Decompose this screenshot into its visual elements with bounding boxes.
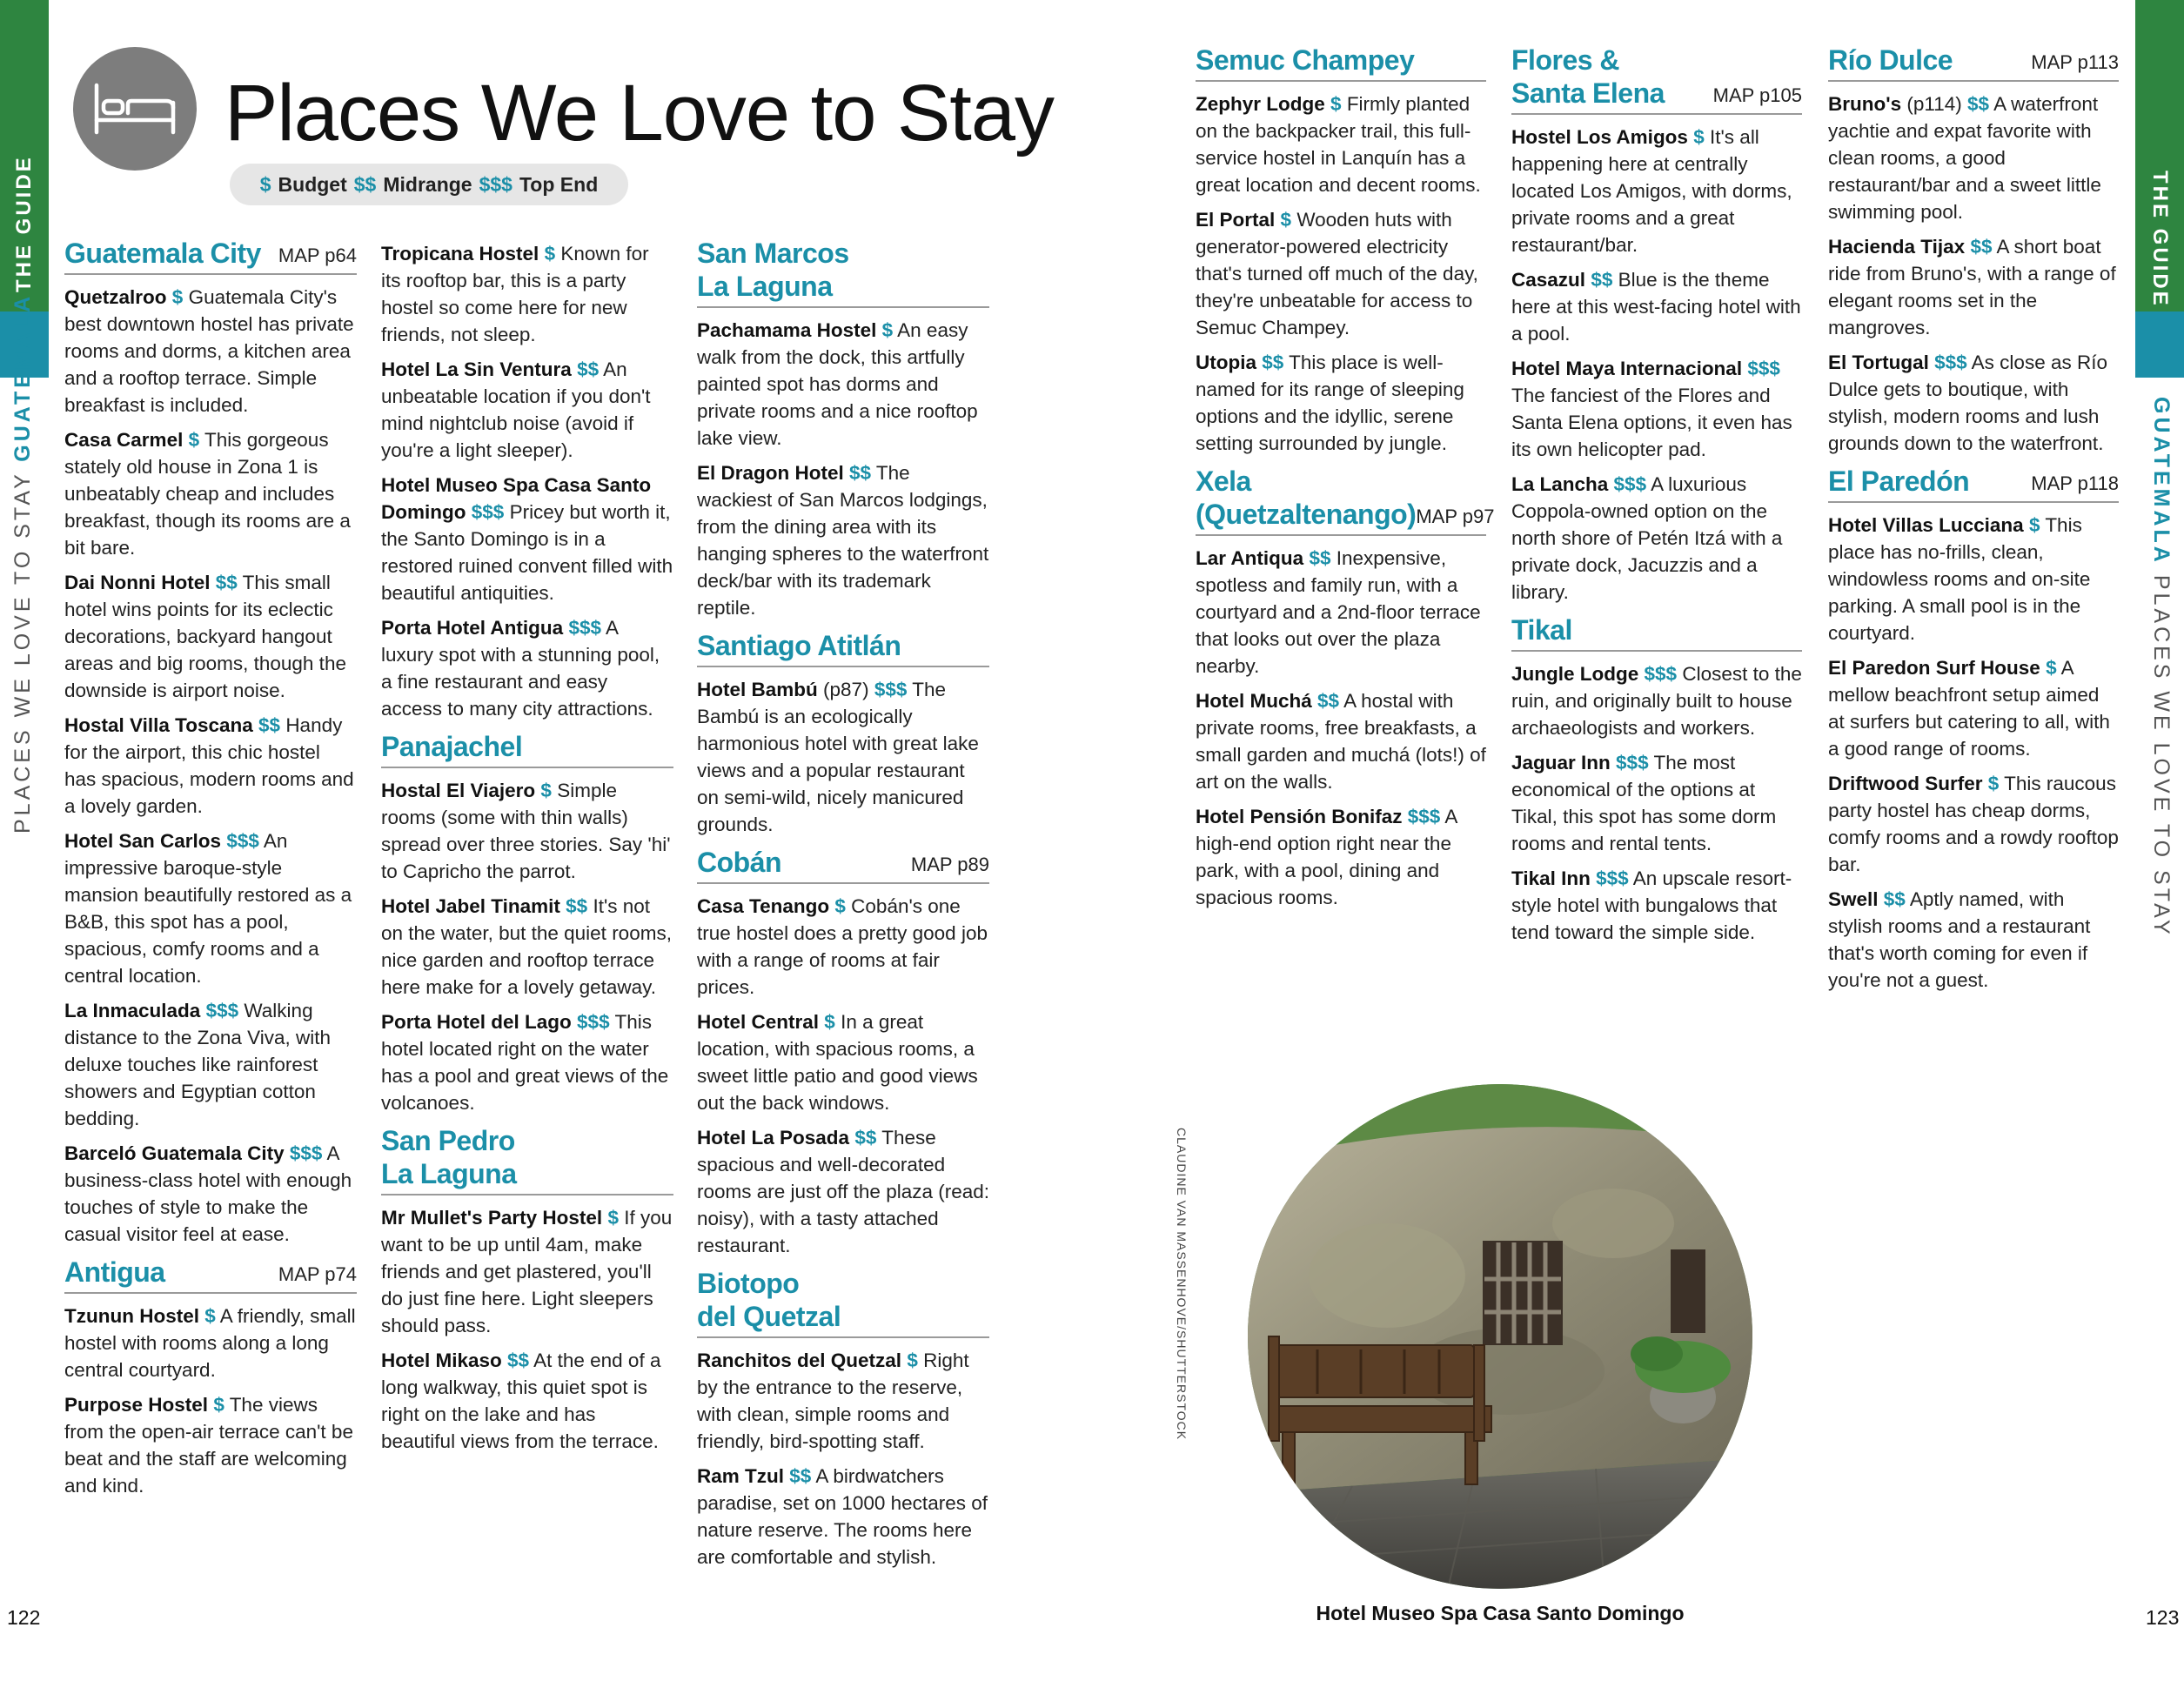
region-title	[1828, 465, 1969, 498]
price-rating: $$$	[568, 617, 601, 639]
hotel-name: El Tortugal	[1828, 352, 1929, 373]
price-rating: $$$	[577, 1011, 610, 1033]
hotel-entry	[1828, 90, 2119, 225]
hotel-description: In a great location, with spacious rooms, a sweet little patio and good views out the back windows.	[697, 1011, 978, 1114]
hotel-description: Handy for the airport, this chic hostel has spacious, modern rooms and a lovely garden.	[64, 714, 354, 817]
hotel-name: Tzunun Hostel	[64, 1305, 199, 1327]
price-rating: $$	[215, 572, 238, 593]
price-rating: $$	[1883, 888, 1906, 910]
price-rating: $	[171, 286, 184, 308]
hotel-description: An upscale resort-style hotel with bungalows that tend toward the simple side.	[1511, 867, 1792, 943]
region-section	[1511, 613, 1802, 946]
hotel-name: Hotel Villas Lucciana	[1828, 514, 2024, 536]
hotel-name: Tropicana Hostel	[381, 243, 539, 265]
price-rating: $	[881, 319, 894, 341]
map-reference: MAP p74	[278, 1263, 357, 1285]
region-title	[697, 1267, 841, 1333]
running-head-right-country: GUATEMALA	[2149, 397, 2174, 566]
region-title-line: Biotopo	[697, 1268, 800, 1299]
region-title	[1196, 465, 1416, 531]
hotel-name: Hotel La Sin Ventura	[381, 358, 572, 380]
page-number-left: 122	[7, 1606, 41, 1629]
price-rating: $$$	[1613, 473, 1647, 495]
hotel-entry	[1511, 471, 1802, 606]
hotel-description: This raucous party hostel has cheap dorms, comfy rooms and a rowdy rooftop bar.	[1828, 773, 2119, 875]
price-rating: $$	[1317, 690, 1340, 712]
hotel-entry	[697, 1008, 989, 1116]
price-rating: $$	[507, 1349, 530, 1371]
region-header	[1511, 613, 1802, 652]
hotel-entry	[1196, 545, 1486, 680]
hotel-name: Porta Hotel Antigua	[381, 617, 564, 639]
hotel-description: Closest to the ruin, and originally built to house archaeologists and workers.	[1511, 663, 1802, 739]
running-head-left-country: GUATEMALA	[10, 292, 35, 462]
region-title-line: Río Dulce	[1828, 44, 1953, 76]
hotel-entry	[381, 1008, 673, 1116]
price-rating: $	[2046, 657, 2057, 679]
price-rating: $$	[1970, 236, 1993, 258]
region-header	[64, 1256, 357, 1294]
price-rating: $$	[1262, 352, 1284, 373]
hotel-description: A luxury spot with a stunning pool, a fine restaurant and easy access to many city attractions.	[381, 617, 660, 720]
hotel-description: An impressive baroque-style mansion beautifully restored as a B&B, this spot has a pool, spacious, comfy rooms and a central location.	[64, 830, 352, 987]
hotel-description: A waterfront yachtie and expat favorite with clean rooms, a good restaurant/bar and a sweet little swimming pool.	[1828, 93, 2101, 223]
price-rating: $$	[566, 895, 588, 917]
column-5	[1511, 44, 1802, 954]
hotel-name: Hostal Villa Toscana	[64, 714, 253, 736]
hotel-name: Ranchitos del Quetzal	[697, 1349, 902, 1371]
region-title-line: La Laguna	[697, 271, 833, 302]
hotel-description: This place has no-frills, clean, windowless rooms and on-site parking. A small pool is in the courtyard.	[1828, 514, 2091, 644]
hotel-description: A hostal with private rooms, free breakfasts, a small garden and muchá (lots!) of art on the walls.	[1196, 690, 1486, 793]
hotel-description: A friendly, small hostel with rooms along a long central courtyard.	[64, 1305, 356, 1381]
region-title	[381, 1124, 517, 1190]
hotel-description: A business-class hotel with enough touches of style to make the casual visitor feel at ease.	[64, 1142, 352, 1245]
hotel-description: This small hotel wins points for its eclectic decorations, backyard hangout areas and big rooms, though the downside is airport noise.	[64, 572, 346, 701]
price-rating: $$$	[289, 1142, 323, 1164]
hotel-entry	[381, 614, 673, 722]
hotel-entry	[64, 997, 357, 1132]
region-title	[1511, 613, 1572, 646]
hotel-description: This hotel located right on the water has a pool and great views of the volcanoes.	[381, 1011, 669, 1114]
hotel-name: El Portal	[1196, 209, 1276, 231]
hotel-description: A high-end option right near the park, with a pool, dining and spacious rooms.	[1196, 806, 1457, 908]
hotel-name: Hotel Mikaso	[381, 1349, 502, 1371]
price-rating: $	[1330, 93, 1342, 115]
price-rating: $	[213, 1394, 224, 1416]
price-rating: $$	[849, 462, 872, 484]
hotel-entry	[64, 1303, 357, 1383]
region-title-line: San Pedro	[381, 1125, 515, 1156]
hotel-description: The wackiest of San Marcos lodgings, from the dining area with its hanging spheres to the waterfront deck/bar with its trademark reptile.	[697, 462, 989, 619]
hotel-description: It's not on the water, but the quiet rooms, nice garden and rooftop terrace here make for a lovely getaway.	[381, 895, 672, 998]
region-section	[1196, 465, 1495, 911]
hotel-description: Walking distance to the Zona Viva, with deluxe touches like rainforest showers and Egyptian cotton bedding.	[64, 1000, 332, 1129]
hotel-entry	[64, 1140, 357, 1248]
price-rating: $	[204, 1305, 216, 1327]
price-rating: $$	[789, 1465, 812, 1487]
hotel-entry	[381, 1347, 673, 1455]
region-section	[1196, 44, 1486, 457]
hotel-entry	[1511, 266, 1802, 347]
map-reference: MAP p64	[278, 244, 357, 266]
legend-price-symbol: $	[259, 172, 271, 196]
hotel-entry	[697, 1347, 989, 1455]
legend-price-label: Midrange	[383, 172, 472, 196]
hotel-entry	[1828, 512, 2119, 646]
hotel-name: Hotel Muchá	[1196, 690, 1312, 712]
region-title	[1196, 44, 1414, 77]
hotel-entry	[1511, 660, 1802, 741]
region-title	[697, 237, 849, 303]
region-section	[64, 237, 357, 1248]
hotel-name: Pachamama Hostel	[697, 319, 877, 341]
price-rating: $$	[258, 714, 281, 736]
hotel-description: Inexpensive, spotless and family run, with a courtyard and a 2nd-floor terrace that looks out over the plaza nearby.	[1196, 547, 1481, 677]
hotel-description: Aptly named, with stylish rooms and a restaurant that's worth coming for even if you're not a guest.	[1828, 888, 2091, 991]
region-title	[64, 237, 261, 270]
price-rating: $$$	[1747, 358, 1780, 379]
region-title-line: Guatemala City	[64, 238, 261, 269]
price-rating: $$$	[874, 679, 908, 700]
region-section	[1511, 44, 1802, 606]
page-reference: (p87)	[823, 679, 869, 700]
hotel-name: Hostel Los Amigos	[1511, 126, 1688, 148]
region-section	[381, 1124, 673, 1455]
price-rating: $$	[577, 358, 600, 380]
column-4	[1196, 44, 1495, 919]
hotel-entry	[1828, 654, 2119, 762]
region-section	[381, 730, 673, 1116]
region-title	[697, 629, 901, 662]
legend-price-label: Top End	[519, 172, 599, 196]
price-rating: $$	[854, 1127, 877, 1149]
hotel-description: Firmly planted on the backpacker trail, this full-service hostel in Lanquín has a great location and decent rooms.	[1196, 93, 1481, 196]
hotel-entry	[381, 777, 673, 885]
hotel-entry	[1196, 687, 1486, 795]
hotel-entry	[381, 472, 673, 606]
region-header	[381, 1124, 673, 1195]
price-rating: $	[188, 429, 200, 451]
price-rating: $	[907, 1349, 918, 1371]
hotel-entry	[1511, 749, 1802, 857]
map-reference: MAP p97	[1416, 506, 1495, 527]
page-title: Places We Love to Stay	[224, 69, 1055, 157]
hotel-description: It's all happening here at centrally located Los Amigos, with dorms, private rooms and a great restaurant/bar.	[1511, 126, 1792, 256]
region-section	[697, 846, 989, 1259]
hotel-name: Hostal El Viajero	[381, 780, 536, 801]
bed-icon	[73, 47, 197, 171]
hotel-description: The fanciest of the Flores and Santa Elena options, it even has its own helicopter pad.	[1511, 385, 1792, 460]
hotel-entry	[1196, 349, 1486, 457]
region-title-line: (Quetzaltenango)	[1196, 499, 1417, 530]
hotel-name: Jaguar Inn	[1511, 752, 1611, 774]
hotel-name: Porta Hotel del Lago	[381, 1011, 572, 1033]
hotel-description: Wooden huts with generator-powered electricity that's turned off much of the day, they're unbeatable for access to Semuc Champey.	[1196, 209, 1478, 338]
hotel-name: Zephyr Lodge	[1196, 93, 1325, 115]
guide-tab-right-label: THE GUIDE	[2148, 171, 2172, 308]
hotel-description: The Bambú is an ecologically harmonious hotel with great lake views and a popular restaurant on semi-wild, nicely manicured grounds.	[697, 679, 979, 835]
region-title	[1828, 44, 1953, 77]
hotel-entry	[1196, 90, 1486, 198]
region-header	[1196, 44, 1486, 82]
column-3	[697, 237, 989, 1578]
hotel-name: Hotel Pensión Bonifaz	[1196, 806, 1403, 827]
hotel-name: Hacienda Tijax	[1828, 236, 1966, 258]
region-title	[697, 846, 781, 879]
hotel-name: Tikal Inn	[1511, 867, 1591, 889]
region-header	[697, 629, 989, 667]
hotel-description: Cobán's one true hostel does a pretty good job with a range of rooms at fair prices.	[697, 895, 988, 998]
hotel-entry	[64, 827, 357, 989]
hotel-entry	[697, 893, 989, 1001]
hotel-name: Bruno's	[1828, 93, 1902, 115]
hotel-name: Hotel Bambú	[697, 679, 818, 700]
hotel-description: This gorgeous stately old house in Zona 1 is unbeatably cheap and includes breakfast, though its rooms are a bit bare.	[64, 429, 351, 559]
hotel-entry	[697, 676, 989, 838]
hotel-entry	[64, 426, 357, 561]
region-title	[1511, 44, 1665, 110]
region-title-line: Cobán	[697, 847, 782, 878]
price-rating: $$	[1591, 269, 1613, 291]
hotel-description: An easy walk from the dock, this artfully painted spot has dorms and private rooms and a nice rooftop lake view.	[697, 319, 978, 449]
region-title-line: Santiago Atitlán	[697, 630, 901, 661]
region-header	[64, 237, 357, 275]
region-header	[697, 1267, 989, 1338]
hotel-name: Dai Nonni Hotel	[64, 572, 211, 593]
hotel-entry	[1511, 865, 1802, 946]
hotel-entry	[381, 240, 673, 348]
region-header	[381, 730, 673, 768]
hotel-description: Right by the entrance to the reserve, with clean, simple rooms and friendly, bird-spotting staff.	[697, 1349, 969, 1452]
hotel-description: A short boat ride from Bruno's, with a range of elegant rooms set in the mangroves.	[1828, 236, 2116, 338]
hotel-description: Blue is the theme here at this west-facing hotel with a pool.	[1511, 269, 1801, 345]
hotel-name: Utopia	[1196, 352, 1256, 373]
price-rating: $$$	[1407, 806, 1441, 827]
region-title-line: San Marcos	[697, 238, 849, 269]
hotel-name: Casa Tenango	[697, 895, 830, 917]
hotel-description: As close as Río Dulce gets to boutique, with stylish, modern rooms and lush grounds down to the waterfront.	[1828, 352, 2107, 454]
hotel-name: Casa Carmel	[64, 429, 184, 451]
hotel-description: An unbeatable location if you don't mind nightclub noise (avoid if you're a light sleeper).	[381, 358, 651, 461]
price-rating: $$	[1309, 547, 1331, 569]
hotel-name: Lar Antiqua	[1196, 547, 1304, 569]
hotel-description: The most economical of the options at Tikal, this spot has some dorm rooms and rental tents.	[1511, 752, 1777, 854]
hotel-entry	[1828, 886, 2119, 994]
hotel-description: A luxurious Coppola-owned option on the north shore of Petén Itzá with a private dock, Jacuzzis and a library.	[1511, 473, 1783, 603]
region-title-line: La Laguna	[381, 1158, 517, 1189]
hotel-entry	[1196, 206, 1486, 341]
running-head-right-section: PLACES WE LOVE TO STAY	[2149, 574, 2174, 938]
hotel-description: At the end of a long walkway, this quiet spot is right on the lake and has beautiful views from the terrace.	[381, 1349, 661, 1452]
price-rating: $$$	[471, 501, 505, 523]
price-rating: $	[607, 1207, 619, 1229]
hotel-name: Hotel Museo Spa Casa Santo Domingo	[381, 474, 652, 523]
map-reference: MAP p105	[1712, 84, 1802, 106]
hotel-entry	[1511, 124, 1802, 258]
running-head-left-section: PLACES WE LOVE TO STAY	[10, 471, 35, 834]
hotel-description: A birdwatchers paradise, set on 1000 hectares of nature reserve. The rooms here are comfortable and stylish.	[697, 1465, 988, 1568]
hotel-entry	[1828, 770, 2119, 878]
hotel-name: Hotel Central	[697, 1011, 820, 1033]
region-header	[1828, 465, 2119, 503]
hotel-name: Hotel Jabel Tinamit	[381, 895, 560, 917]
region-title-line: Semuc Champey	[1196, 44, 1415, 76]
price-rating: $	[1693, 126, 1705, 148]
hotel-name: La Inmaculada	[64, 1000, 201, 1021]
hotel-entry	[381, 1204, 673, 1339]
column-2	[381, 240, 673, 1463]
hotel-name: Purpose Hostel	[64, 1394, 209, 1416]
hotel-photo	[1248, 1084, 1752, 1589]
hotel-name: El Paredon Surf House	[1828, 657, 2040, 679]
hotel-entry	[697, 459, 989, 621]
hotel-entry	[1828, 233, 2119, 341]
column-6	[1828, 44, 2119, 1001]
hotel-name: Hotel La Posada	[697, 1127, 850, 1149]
hotel-description: A mellow beachfront setup aimed at surfers but catering to all, with a good range of rooms.	[1828, 657, 2110, 760]
region-section	[697, 237, 989, 621]
region-section	[697, 1267, 989, 1570]
region-title-line: del Quetzal	[697, 1301, 841, 1332]
region-title-line: Xela	[1196, 465, 1251, 497]
region-title	[381, 730, 522, 763]
region-section	[697, 629, 989, 838]
running-head-left	[10, 293, 36, 834]
hotel-name: Hotel Maya Internacional	[1511, 358, 1743, 379]
hotel-name: La Lancha	[1511, 473, 1609, 495]
legend-price-symbol: $$$	[479, 172, 513, 196]
price-rating: $$	[1967, 93, 1990, 115]
region-title-line: Santa Elena	[1511, 77, 1665, 109]
hotel-entry	[64, 569, 357, 704]
hotel-name: Hotel San Carlos	[64, 830, 222, 852]
region-title-line: El Paredón	[1828, 465, 1970, 497]
region-section	[1828, 44, 2119, 457]
hotel-entry	[64, 1391, 357, 1499]
hotel-description: Known for its rooftop bar, this is a party hostel so come here for new friends, not sleep.	[381, 243, 649, 345]
hotel-description: This place is well-named for its range of sleeping options and the idyllic, serene setting surrounded by jungle.	[1196, 352, 1464, 454]
price-rating: $	[834, 895, 846, 917]
hotel-name: Ram Tzul	[697, 1465, 785, 1487]
region-header	[1828, 44, 2119, 82]
hotel-name: El Dragon Hotel	[697, 462, 844, 484]
region-title-line: Flores &	[1511, 44, 1620, 76]
map-reference: MAP p113	[2031, 51, 2119, 73]
region-header	[697, 237, 989, 308]
hotel-entry	[1828, 349, 2119, 457]
price-rating: $$$	[1644, 663, 1678, 685]
region-header	[1196, 465, 1495, 536]
region-header	[1511, 44, 1802, 115]
price-rating: $	[2028, 514, 2040, 536]
column-1	[64, 237, 357, 1507]
region-section	[381, 240, 673, 722]
hotel-description: Simple rooms (some with thin walls) spread over three stories. Say 'hi' to Capricho the parrot.	[381, 780, 671, 882]
hotel-name: Mr Mullet's Party Hostel	[381, 1207, 603, 1229]
legend-price-label: Budget	[278, 172, 347, 196]
region-section	[1828, 465, 2119, 994]
hotel-description: Pricey but worth it, the Santo Domingo is in a restored ruined convent filled with beautiful antiquities.	[381, 501, 673, 604]
price-rating: $	[1280, 209, 1292, 231]
region-title	[64, 1256, 165, 1289]
legend-price-symbol: $$	[353, 172, 377, 196]
guide-tab-right-accent	[2135, 311, 2184, 378]
hotel-entry	[381, 356, 673, 464]
region-title-line: Antigua	[64, 1256, 165, 1288]
hotel-description: The views from the open-air terrace can't be beat and the staff are welcoming and kind.	[64, 1394, 353, 1497]
hotel-description: Guatemala City's best downtown hostel has private rooms and dorms, a kitchen area and a rooftop terrace. Simple breakfast is included.	[64, 286, 354, 416]
hotel-entry	[1511, 355, 1802, 463]
price-rating: $$$	[1596, 867, 1629, 889]
hotel-entry	[697, 1124, 989, 1259]
hotel-entry	[1196, 803, 1486, 911]
hotel-description: If you want to be up until 4am, make friends and get plastered, you'll do just fine here. Light sleepers should pass.	[381, 1207, 673, 1336]
page-reference: (p114)	[1906, 93, 1962, 115]
hotel-name: Driftwood Surfer	[1828, 773, 1983, 794]
region-title-line: Tikal	[1511, 614, 1572, 646]
price-rating: $	[540, 780, 552, 801]
hotel-entry	[697, 317, 989, 452]
guide-tab-left-label: THE GUIDE	[12, 155, 36, 292]
photo-credit: CLAUDINE VAN MASSENHOVE/SHUTTERSTOCK	[1175, 1128, 1189, 1441]
hotel-description: These spacious and well-decorated rooms are just off the plaza (read: noisy), with a tasty attached restaurant.	[697, 1127, 990, 1256]
hotel-name: Casazul	[1511, 269, 1586, 291]
price-rating: $	[824, 1011, 835, 1033]
price-rating: $$$	[226, 830, 259, 852]
hotel-name: Jungle Lodge	[1511, 663, 1639, 685]
running-head-right	[2148, 397, 2174, 938]
hotel-entry	[697, 1463, 989, 1570]
hotel-name: Quetzalroo	[64, 286, 167, 308]
hotel-entry	[381, 893, 673, 1001]
photo-caption: Hotel Museo Spa Casa Santo Domingo	[1316, 1602, 1685, 1624]
map-reference: MAP p89	[910, 854, 989, 875]
hotel-entry	[64, 284, 357, 419]
price-rating: $	[1987, 773, 2000, 794]
hotel-entry	[64, 712, 357, 820]
price-rating: $$$	[1616, 752, 1649, 774]
page-number-right: 123	[2146, 1606, 2180, 1629]
region-section	[64, 1256, 357, 1499]
map-reference: MAP p118	[2031, 472, 2119, 494]
hotel-name: Barceló Guatemala City	[64, 1142, 285, 1164]
price-rating: $$$	[205, 1000, 239, 1021]
region-title-line: Panajachel	[381, 731, 523, 762]
price-legend	[230, 164, 628, 205]
hotel-name: Swell	[1828, 888, 1879, 910]
price-rating: $	[544, 243, 556, 265]
price-rating: $$$	[1934, 352, 1967, 373]
region-header	[697, 846, 989, 884]
